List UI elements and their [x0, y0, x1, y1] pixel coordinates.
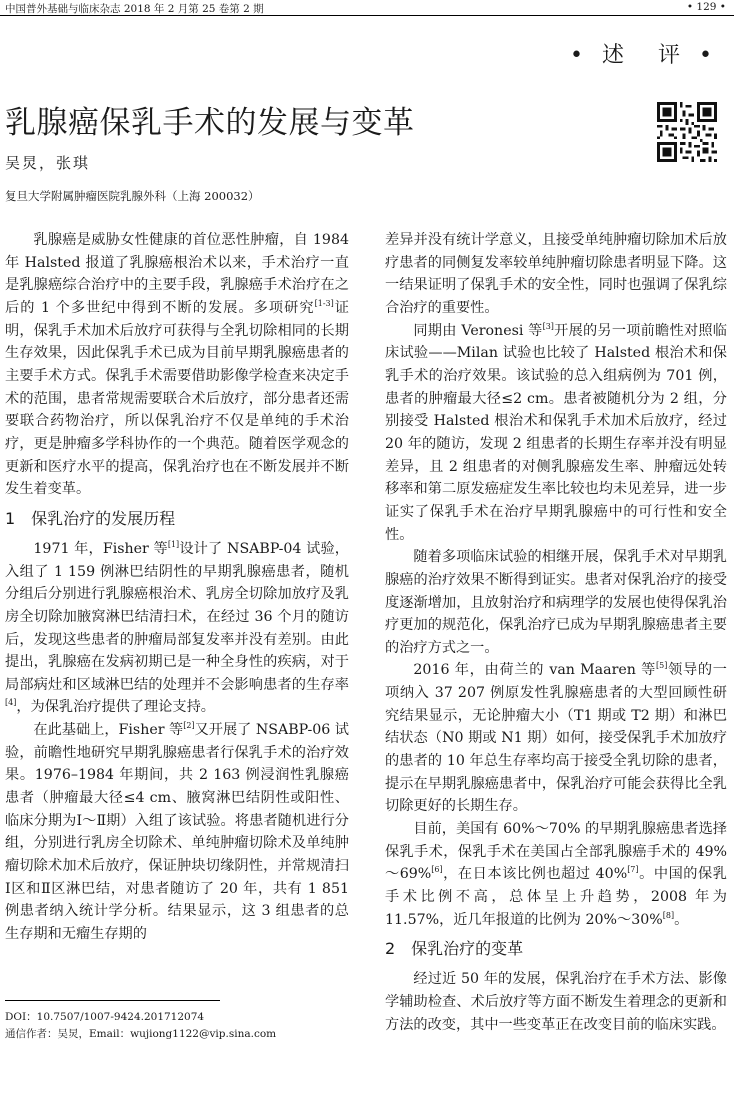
- citation-ref[interactable]: [6]: [431, 865, 443, 875]
- body-paragraph: 随着多项临床试验的相继开展，保乳手术对早期乳腺癌的治疗效果不断得到证实。患者对保乳治疗的接受度逐渐增加，且放射治疗和病理学的发展也使得保乳治疗更加的规范化，保乳治疗已成为早期乳腺癌患者主要的治疗方式之一。: [385, 549, 727, 656]
- running-header: [0, 0, 734, 16]
- corresponding-author[interactable]: 通信作者：吴炅，Email：wujiong1122@vip.sina.com: [5, 1028, 277, 1040]
- body-paragraph: 在此基础上，Fisher 等[2]又开展了 NSABP-06 试验，前瞻性地研究早期乳腺癌患者行保乳手术的治疗效果。1976–1984 年期间，共 2 163 例浸润性乳腺癌患者（肿瘤最大径≤4 cm、腋窝淋巴结阴性或阳性、临床分期为Ⅰ～Ⅱ期）入组了该试验。将患者随机进行分组，分别进行乳房全切除术、单纯肿瘤切除术及单纯肿瘤切除术加术后放疗，保证肿块切缘阴性，并常规清扫Ⅰ区和Ⅱ区淋巴结，对患者随访了 20 年，共有 1 851 例患者纳入统计学分析。结果显示，这 3 组患者的总生存期和无瘤生存期的: [5, 721, 349, 943]
- body-paragraph: 1971 年，Fisher 等[1]设计了 NSABP-04 试验，入组了 1 159 例淋巴结阴性的早期乳腺癌患者，随机分组后分别进行乳腺癌根治术、乳房全切除加放疗及乳房全切除加腋窝淋巴结清扫术，在经过 36 个月的随访后，发现这些患者的肿瘤局部复发率并没有差别。由此提出，乳腺癌在发病初期已是一种全身性的疾病，对于局部病灶和区域淋巴结的处理并不会影响患者的生存率[4]，为保乳治疗提供了理论支持。: [5, 539, 349, 716]
- section-label: • 述 评 •: [570, 43, 718, 68]
- citation-ref[interactable]: [8]: [662, 910, 675, 920]
- citation-ref[interactable]: [7]: [627, 865, 639, 875]
- citation-ref[interactable]: [5]: [656, 661, 668, 671]
- body-paragraph: 同期由 Veronesi 等[3]开展的另一项前瞻性对照临床试验——Milan 试验也比较了 Halsted 根治术和保乳手术的治疗效果。该试验的总入组病例为 701 例，患者的肿瘤最大径≤2 cm。患者被随机分为 2 组，分别接受 Halsted 根治术和保乳手术加术后放疗，经过 20 年的随访，发现 2 组患者的长期生存率并没有明显差异，且 2 组患者的对侧乳腺癌发生率、肿瘤远处转移率和第二原发癌症发生率比较也均未见差异，进一步证实了保乳手术在治疗早期乳腺癌中的可行性和安全性。: [385, 321, 727, 543]
- left-column: [5, 229, 349, 946]
- citation-ref[interactable]: [2]: [183, 721, 195, 731]
- section-heading-2: 2 保乳治疗的变革: [385, 939, 524, 959]
- citation-ref[interactable]: [1]: [167, 539, 180, 549]
- page-number: • 129 •: [686, 1, 726, 13]
- qr-code-icon: [657, 102, 717, 162]
- affiliation: 复旦大学附属肿瘤医院乳腺外科（上海 200032）: [5, 189, 260, 203]
- article-title: 乳腺癌保乳手术的发展与变革: [5, 105, 415, 141]
- right-column: [385, 229, 727, 1036]
- body-paragraph: 经过近 50 年的发展，保乳治疗在手术方法、影像学辅助检查、术后放疗等方面不断发生着理念的更新和方法的改变，其中一些变革正在改变目前的临床实践。: [385, 971, 727, 1033]
- body-paragraph: 2016 年，由荷兰的 van Maaren 等[5]领导的一项纳入 37 207 例原发性乳腺癌患者的大型回顾性研究结果显示，无论肿瘤大小（T1 期或 T2 期）和淋巴结状态（N0 期或 N1 期）如何，接受保乳手术加放疗的患者的 10 年总生存率均高于接受全乳切除的患者，提示在早期乳腺癌患者中，保乳治疗可能会获得比全乳切除更好的长期生存。: [385, 661, 727, 815]
- author-list: 吴炅，张琪: [5, 154, 91, 172]
- header-rule: [0, 15, 734, 16]
- intro-paragraph: 乳腺癌是威胁女性健康的首位恶性肿瘤，自 1984 年 Halsted 报道了乳腺癌根治术以来，手术治疗一直是乳腺癌综合治疗中的主要手段，乳腺癌手术治疗在之后的 1 个多世纪中得到不断的发展。多项研究[1-3]证明，保乳手术加术后放疗可获得与全乳切除相同的长期生存效果，因此保乳手术已成为目前早期乳腺癌患者的主要手术方式。保乳手术需要借助影像学检查来决定手术的范围，患者常规需要联合术后放疗，部分患者还需要联合药物治疗，所以保乳治疗不仅是单纯的手术治疗，更是肿瘤多学科协作的一个典范。随着医学观念的更新和医疗水平的提高，保乳治疗也在不断发展并不断发生着变革。: [5, 232, 349, 498]
- citation-ref[interactable]: [3]: [542, 321, 554, 331]
- footnote-rule: [5, 1000, 220, 1001]
- doi-line[interactable]: DOI：10.7507/1007-9424.201712074: [5, 1011, 205, 1023]
- journal-citation: 中国普外基础与临床杂志 2018 年 2 月第 25 卷第 2 期: [5, 3, 264, 15]
- body-paragraph-continued: 差异并没有统计学意义，且接受单纯肿瘤切除加术后放疗患者的同侧复发率较单纯肿瘤切除患者明显下降。这一结果证明了保乳手术的安全性，同时也强调了保乳综合治疗的重要性。: [385, 232, 727, 316]
- section-heading-1: 1 保乳治疗的发展历程: [5, 508, 176, 528]
- body-paragraph: 目前，美国有 60%～70% 的早期乳腺癌患者选择保乳手术，保乳手术在美国占全部乳腺癌手术的 49%～69%[6]，在日本该比例也超过 40%[7]。中国的保乳手术比例不高，总体呈上升趋势，2008 年为 11.57%，近几年报道的比例为 20%～30%[8]。: [385, 821, 727, 928]
- citation-ref[interactable]: [4]: [5, 698, 17, 708]
- citation-ref[interactable]: [1-3]: [314, 298, 334, 308]
